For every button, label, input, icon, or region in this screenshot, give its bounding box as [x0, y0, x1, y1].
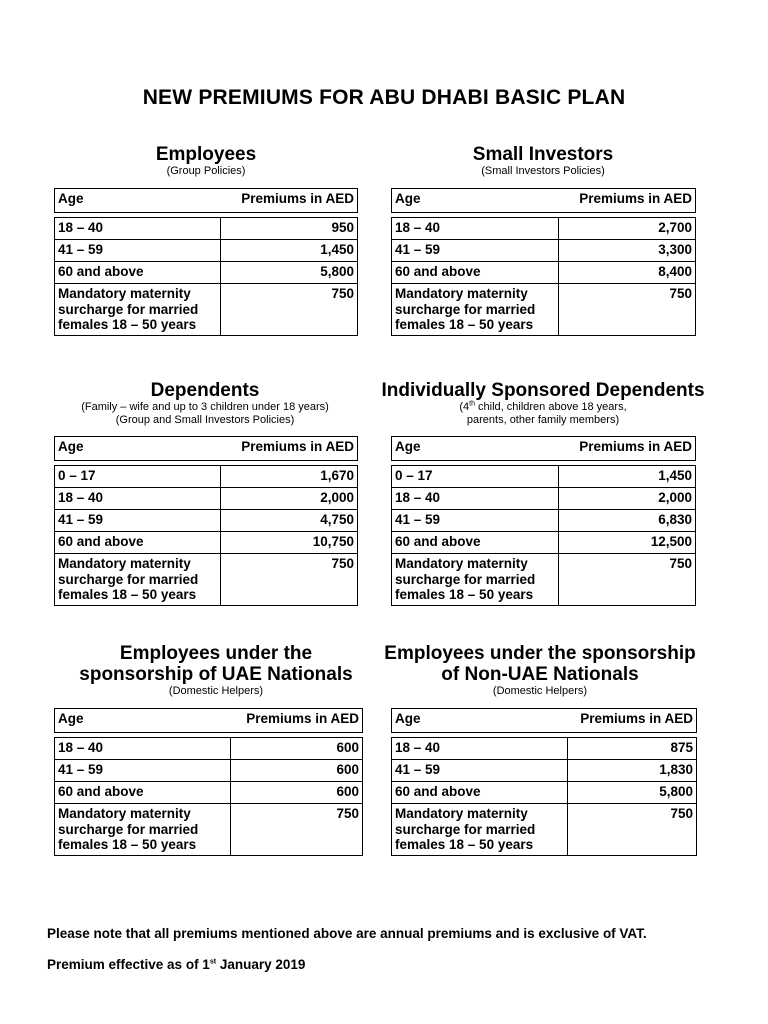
employees-heading — [55, 144, 357, 178]
maternity-row — [55, 554, 358, 606]
document-title: NEW PREMIUMS FOR ABU DHABI BASIC PLAN — [142, 86, 626, 109]
premium-column-header: Premiums in AED — [559, 189, 696, 213]
age-cell: 0 – 17 — [55, 466, 221, 488]
table-row — [392, 760, 697, 782]
maternity-row — [392, 804, 697, 856]
individual-dependents-subtitle-line-1: (4th child, children above 18 years, — [459, 400, 627, 413]
premium-cell: 1,450 — [221, 240, 358, 262]
premium-column-header: Premiums in AED — [221, 189, 358, 213]
maternity-label-line: females 18 – 50 years — [395, 587, 534, 602]
table-row — [55, 262, 358, 284]
age-cell: 41 – 59 — [55, 760, 231, 782]
table-row — [55, 466, 358, 488]
premium-cell: 2,000 — [559, 488, 696, 510]
premium-cell: 4,750 — [221, 510, 358, 532]
maternity-label-line: surcharge for married — [395, 571, 536, 587]
uae-nationals-premium-table — [54, 708, 363, 856]
non-uae-nationals-premium-table — [391, 708, 697, 856]
age-cell: 41 – 59 — [392, 510, 559, 532]
maternity-label-line: surcharge for married — [58, 821, 199, 837]
maternity-label-line: Mandatory maternity — [58, 806, 191, 821]
maternity-label-line: females 18 – 50 years — [395, 837, 534, 852]
uae-nationals-title-line-2: sponsorship of UAE Nationals — [79, 664, 353, 685]
table-row — [392, 782, 697, 804]
dependents-heading — [44, 380, 366, 427]
age-cell: 41 – 59 — [55, 240, 221, 262]
premium-cell: 875 — [568, 738, 697, 760]
table-row — [392, 218, 696, 240]
maternity-row — [392, 284, 696, 336]
maternity-label-cell — [55, 804, 231, 856]
premium-cell: 950 — [221, 218, 358, 240]
age-cell: 18 – 40 — [392, 488, 559, 510]
small-investors-subtitle: (Small Investors Policies) — [481, 165, 605, 177]
premium-cell: 1,670 — [221, 466, 358, 488]
maternity-label-line: surcharge for married — [58, 301, 199, 317]
age-cell: 18 – 40 — [392, 218, 559, 240]
premium-column-header: Premiums in AED — [231, 709, 363, 733]
premium-cell: 12,500 — [559, 532, 696, 554]
table-row — [392, 488, 696, 510]
maternity-label-line: Mandatory maternity — [58, 286, 191, 301]
age-cell: 18 – 40 — [55, 488, 221, 510]
vat-note: Please note that all premiums mentioned above are annual premiums and is exclusive of VAT. — [47, 926, 647, 941]
age-column-header: Age — [392, 437, 559, 461]
table-row — [55, 510, 358, 532]
age-cell: 18 – 40 — [55, 738, 231, 760]
table-row — [392, 532, 696, 554]
maternity-premium-cell: 750 — [559, 554, 696, 606]
premium-cell: 1,450 — [559, 466, 696, 488]
maternity-label-cell — [392, 554, 559, 606]
age-cell: 60 and above — [55, 262, 221, 284]
table-row — [392, 738, 697, 760]
maternity-label-line: females 18 – 50 years — [58, 317, 197, 332]
table-row — [55, 240, 358, 262]
premium-cell: 5,800 — [568, 782, 697, 804]
premium-column-header: Premiums in AED — [559, 437, 696, 461]
table-row — [55, 218, 358, 240]
uae-nationals-subtitle: (Domestic Helpers) — [168, 685, 264, 697]
dependents-premium-table — [54, 436, 358, 606]
maternity-row — [392, 554, 696, 606]
dependents-subtitle-line-2: (Group and Small Investors Policies) — [115, 414, 295, 426]
maternity-premium-cell: 750 — [221, 284, 358, 336]
table-header-row — [392, 437, 696, 461]
table-row — [392, 240, 696, 262]
small-investors-heading — [391, 144, 695, 178]
table-row — [392, 262, 696, 284]
uae-nationals-title-line-1: Employees under the — [119, 643, 313, 664]
age-cell: 60 and above — [392, 532, 559, 554]
maternity-premium-cell: 750 — [559, 284, 696, 336]
premium-cell: 600 — [231, 738, 363, 760]
individual-dependents-title: Individually Sponsored Dependents — [381, 380, 705, 401]
table-header-row — [55, 189, 358, 213]
maternity-label-line: surcharge for married — [395, 301, 536, 317]
premium-cell: 1,830 — [568, 760, 697, 782]
small-investors-premium-table — [391, 188, 696, 336]
table-row — [392, 510, 696, 532]
table-row — [55, 738, 363, 760]
effective-date-note: Premium effective as of 1st January 2019 — [47, 957, 306, 972]
maternity-row — [55, 284, 358, 336]
premium-cell: 8,400 — [559, 262, 696, 284]
maternity-label-cell — [392, 804, 568, 856]
age-column-header: Age — [392, 189, 559, 213]
maternity-label-cell — [392, 284, 559, 336]
maternity-label-line: Mandatory maternity — [395, 286, 528, 301]
age-column-header: Age — [55, 189, 221, 213]
employees-title: Employees — [155, 144, 257, 165]
premium-cell: 2,000 — [221, 488, 358, 510]
employees-premium-table — [54, 188, 358, 336]
table-row — [55, 488, 358, 510]
maternity-premium-cell: 750 — [231, 804, 363, 856]
age-cell: 60 and above — [392, 782, 568, 804]
maternity-label-line: Mandatory maternity — [395, 556, 528, 571]
premium-cell: 5,800 — [221, 262, 358, 284]
age-cell: 0 – 17 — [392, 466, 559, 488]
table-header-row — [55, 709, 363, 733]
non-uae-nationals-title-line-2: of Non-UAE Nationals — [441, 664, 639, 685]
maternity-premium-cell: 750 — [568, 804, 697, 856]
uae-nationals-heading — [62, 643, 370, 698]
age-column-header: Age — [55, 709, 231, 733]
maternity-label-line: females 18 – 50 years — [395, 317, 534, 332]
premium-cell: 3,300 — [559, 240, 696, 262]
age-cell: 60 and above — [55, 782, 231, 804]
age-cell: 60 and above — [392, 262, 559, 284]
table-header-row — [392, 709, 697, 733]
table-row — [55, 760, 363, 782]
premium-column-header: Premiums in AED — [568, 709, 697, 733]
premium-column-header: Premiums in AED — [221, 437, 358, 461]
age-cell: 18 – 40 — [55, 218, 221, 240]
maternity-label-line: Mandatory maternity — [58, 556, 191, 571]
small-investors-title: Small Investors — [472, 144, 614, 165]
maternity-label-line: females 18 – 50 years — [58, 587, 197, 602]
non-uae-nationals-subtitle: (Domestic Helpers) — [492, 685, 588, 697]
age-cell: 41 – 59 — [392, 240, 559, 262]
dependents-subtitle-line-1: (Family – wife and up to 3 children under 18 years) — [81, 401, 329, 413]
age-cell: 18 – 40 — [392, 738, 568, 760]
table-header-row — [392, 189, 696, 213]
table-header-row — [55, 437, 358, 461]
age-column-header: Age — [55, 437, 221, 461]
dependents-title: Dependents — [150, 380, 260, 401]
employees-subtitle: (Group Policies) — [166, 165, 246, 177]
non-uae-nationals-heading — [370, 643, 710, 698]
premium-cell: 6,830 — [559, 510, 696, 532]
premium-cell: 600 — [231, 760, 363, 782]
individual-dependents-premium-table — [391, 436, 696, 606]
maternity-label-cell — [55, 554, 221, 606]
maternity-label-line: surcharge for married — [58, 571, 199, 587]
individual-dependents-subtitle-line-2: parents, other family members) — [466, 414, 620, 426]
maternity-label-line: females 18 – 50 years — [58, 837, 197, 852]
age-cell: 60 and above — [55, 532, 221, 554]
age-cell: 41 – 59 — [55, 510, 221, 532]
premium-cell: 2,700 — [559, 218, 696, 240]
premium-cell: 10,750 — [221, 532, 358, 554]
age-cell: 41 – 59 — [392, 760, 568, 782]
table-row — [392, 466, 696, 488]
maternity-label-cell — [55, 284, 221, 336]
age-column-header: Age — [392, 709, 568, 733]
maternity-premium-cell: 750 — [221, 554, 358, 606]
maternity-row — [55, 804, 363, 856]
table-row — [55, 782, 363, 804]
maternity-label-line: Mandatory maternity — [395, 806, 528, 821]
maternity-label-line: surcharge for married — [395, 821, 536, 837]
table-row — [55, 532, 358, 554]
non-uae-nationals-title-line-1: Employees under the sponsorship — [384, 643, 696, 664]
premium-cell: 600 — [231, 782, 363, 804]
individual-dependents-heading — [371, 380, 715, 427]
